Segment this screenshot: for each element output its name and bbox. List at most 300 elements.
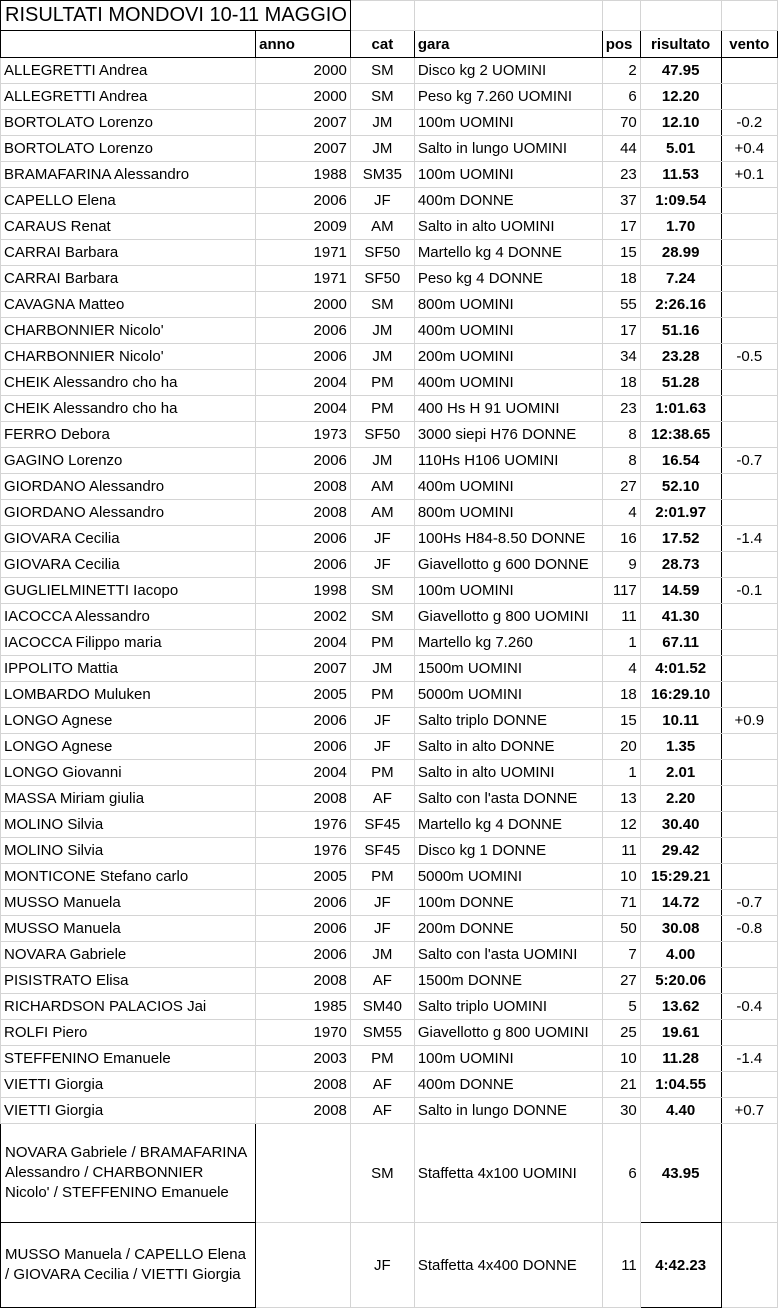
wind-cell[interactable]: -0.2 [721, 110, 777, 136]
category-cell[interactable]: AF [350, 786, 414, 812]
position-cell[interactable]: 5 [602, 994, 640, 1020]
athlete-name-cell[interactable]: NOVARA Gabriele / BRAMAFARINA Alessandro / CHARBONNIER Nicolo' / STEFFENINO Emanuele [1, 1124, 256, 1223]
wind-cell[interactable] [721, 500, 777, 526]
wind-cell[interactable] [721, 188, 777, 214]
year-cell[interactable]: 2008 [256, 1098, 351, 1124]
position-cell[interactable]: 34 [602, 344, 640, 370]
athlete-name-cell[interactable]: IPPOLITO Mattia [1, 656, 256, 682]
event-cell[interactable]: 400m DONNE [414, 1072, 602, 1098]
wind-cell[interactable] [721, 682, 777, 708]
category-cell[interactable]: PM [350, 370, 414, 396]
athlete-name-cell[interactable]: LONGO Agnese [1, 708, 256, 734]
result-cell[interactable]: 17.52 [640, 526, 721, 552]
wind-cell[interactable] [721, 266, 777, 292]
position-cell[interactable]: 27 [602, 968, 640, 994]
category-cell[interactable]: SF50 [350, 266, 414, 292]
result-cell[interactable]: 5.01 [640, 136, 721, 162]
wind-cell[interactable] [721, 84, 777, 110]
position-cell[interactable]: 16 [602, 526, 640, 552]
year-cell[interactable]: 2007 [256, 110, 351, 136]
wind-cell[interactable]: +0.9 [721, 708, 777, 734]
category-cell[interactable]: JF [350, 552, 414, 578]
position-cell[interactable]: 6 [602, 84, 640, 110]
year-cell[interactable]: 1971 [256, 266, 351, 292]
wind-cell[interactable]: -0.7 [721, 890, 777, 916]
event-cell[interactable]: Staffetta 4x400 DONNE [414, 1223, 602, 1308]
athlete-name-cell[interactable]: FERRO Debora [1, 422, 256, 448]
event-cell[interactable]: Martello kg 4 DONNE [414, 240, 602, 266]
event-cell[interactable]: Giavellotto g 600 DONNE [414, 552, 602, 578]
event-cell[interactable]: Staffetta 4x100 UOMINI [414, 1124, 602, 1223]
athlete-name-cell[interactable]: CHEIK Alessandro cho ha [1, 370, 256, 396]
result-cell[interactable]: 7.24 [640, 266, 721, 292]
category-cell[interactable]: JF [350, 916, 414, 942]
position-cell[interactable]: 17 [602, 318, 640, 344]
year-cell[interactable]: 1985 [256, 994, 351, 1020]
position-cell[interactable]: 18 [602, 266, 640, 292]
athlete-name-cell[interactable]: LONGO Giovanni [1, 760, 256, 786]
position-cell[interactable]: 23 [602, 162, 640, 188]
year-cell[interactable]: 2007 [256, 136, 351, 162]
result-cell[interactable]: 4:01.52 [640, 656, 721, 682]
result-cell[interactable]: 1.70 [640, 214, 721, 240]
position-cell[interactable]: 1 [602, 760, 640, 786]
year-cell[interactable]: 1976 [256, 838, 351, 864]
athlete-name-cell[interactable]: MONTICONE Stefano carlo [1, 864, 256, 890]
event-cell[interactable]: 100m UOMINI [414, 1046, 602, 1072]
position-cell[interactable]: 25 [602, 1020, 640, 1046]
year-cell[interactable]: 2000 [256, 58, 351, 84]
position-cell[interactable]: 44 [602, 136, 640, 162]
year-cell[interactable]: 2000 [256, 292, 351, 318]
year-cell[interactable] [256, 1124, 351, 1223]
result-cell[interactable]: 12.20 [640, 84, 721, 110]
category-cell[interactable]: SM [350, 578, 414, 604]
athlete-name-cell[interactable]: BORTOLATO Lorenzo [1, 136, 256, 162]
athlete-name-cell[interactable]: MOLINO Silvia [1, 838, 256, 864]
position-cell[interactable]: 37 [602, 188, 640, 214]
result-cell[interactable]: 2.01 [640, 760, 721, 786]
category-cell[interactable]: AF [350, 968, 414, 994]
athlete-name-cell[interactable]: MOLINO Silvia [1, 812, 256, 838]
athlete-name-cell[interactable]: CHARBONNIER Nicolo' [1, 344, 256, 370]
athlete-name-cell[interactable]: BORTOLATO Lorenzo [1, 110, 256, 136]
position-cell[interactable]: 21 [602, 1072, 640, 1098]
athlete-name-cell[interactable]: ROLFI Piero [1, 1020, 256, 1046]
event-cell[interactable]: 400m UOMINI [414, 370, 602, 396]
year-cell[interactable]: 2006 [256, 916, 351, 942]
year-cell[interactable]: 1970 [256, 1020, 351, 1046]
athlete-name-cell[interactable]: STEFFENINO Emanuele [1, 1046, 256, 1072]
year-cell[interactable]: 2006 [256, 734, 351, 760]
wind-cell[interactable]: -0.8 [721, 916, 777, 942]
event-cell[interactable]: 400m UOMINI [414, 474, 602, 500]
result-cell[interactable]: 11.28 [640, 1046, 721, 1072]
wind-cell[interactable] [721, 760, 777, 786]
result-cell[interactable]: 4:42.23 [640, 1223, 721, 1308]
category-cell[interactable]: AF [350, 1098, 414, 1124]
position-cell[interactable]: 30 [602, 1098, 640, 1124]
category-cell[interactable]: SM [350, 1124, 414, 1223]
empty-cell[interactable] [350, 1, 414, 31]
position-cell[interactable]: 4 [602, 656, 640, 682]
year-cell[interactable]: 2000 [256, 84, 351, 110]
year-cell[interactable]: 2006 [256, 526, 351, 552]
category-cell[interactable]: PM [350, 630, 414, 656]
year-cell[interactable]: 1988 [256, 162, 351, 188]
wind-cell[interactable] [721, 1072, 777, 1098]
position-cell[interactable]: 1 [602, 630, 640, 656]
category-cell[interactable]: AM [350, 474, 414, 500]
event-cell[interactable]: 400 Hs H 91 UOMINI [414, 396, 602, 422]
position-cell[interactable]: 4 [602, 500, 640, 526]
year-cell[interactable]: 2008 [256, 474, 351, 500]
result-cell[interactable]: 52.10 [640, 474, 721, 500]
position-cell[interactable]: 17 [602, 214, 640, 240]
event-cell[interactable]: Giavellotto g 800 UOMINI [414, 1020, 602, 1046]
result-cell[interactable]: 16:29.10 [640, 682, 721, 708]
position-cell[interactable]: 11 [602, 838, 640, 864]
result-cell[interactable]: 28.99 [640, 240, 721, 266]
athlete-name-cell[interactable]: GIOVARA Cecilia [1, 526, 256, 552]
event-cell[interactable]: Salto in lungo DONNE [414, 1098, 602, 1124]
category-cell[interactable]: AM [350, 500, 414, 526]
result-cell[interactable]: 1:04.55 [640, 1072, 721, 1098]
result-cell[interactable]: 47.95 [640, 58, 721, 84]
event-cell[interactable]: Salto triplo DONNE [414, 708, 602, 734]
result-cell[interactable]: 14.72 [640, 890, 721, 916]
wind-cell[interactable] [721, 214, 777, 240]
event-cell[interactable]: Peso kg 7.260 UOMINI [414, 84, 602, 110]
year-cell[interactable]: 2008 [256, 1072, 351, 1098]
header-pos[interactable]: pos [602, 31, 640, 58]
year-cell[interactable]: 2008 [256, 786, 351, 812]
result-cell[interactable]: 30.08 [640, 916, 721, 942]
position-cell[interactable]: 10 [602, 864, 640, 890]
athlete-name-cell[interactable]: CARRAI Barbara [1, 266, 256, 292]
result-cell[interactable]: 29.42 [640, 838, 721, 864]
header-cat[interactable]: cat [350, 31, 414, 58]
result-cell[interactable]: 14.59 [640, 578, 721, 604]
position-cell[interactable]: 18 [602, 682, 640, 708]
category-cell[interactable]: PM [350, 396, 414, 422]
empty-cell[interactable] [640, 1, 721, 31]
athlete-name-cell[interactable]: ALLEGRETTI Andrea [1, 84, 256, 110]
category-cell[interactable]: SM35 [350, 162, 414, 188]
category-cell[interactable]: JM [350, 656, 414, 682]
wind-cell[interactable] [721, 396, 777, 422]
year-cell[interactable]: 2004 [256, 760, 351, 786]
wind-cell[interactable] [721, 318, 777, 344]
category-cell[interactable]: SM40 [350, 994, 414, 1020]
category-cell[interactable]: JM [350, 110, 414, 136]
result-cell[interactable]: 2:01.97 [640, 500, 721, 526]
athlete-name-cell[interactable]: GAGINO Lorenzo [1, 448, 256, 474]
event-cell[interactable]: 100m DONNE [414, 890, 602, 916]
category-cell[interactable]: SM [350, 58, 414, 84]
wind-cell[interactable] [721, 292, 777, 318]
wind-cell[interactable] [721, 786, 777, 812]
event-cell[interactable]: Martello kg 4 DONNE [414, 812, 602, 838]
event-cell[interactable]: Disco kg 1 DONNE [414, 838, 602, 864]
event-cell[interactable]: 800m UOMINI [414, 292, 602, 318]
year-cell[interactable]: 1998 [256, 578, 351, 604]
wind-cell[interactable]: +0.1 [721, 162, 777, 188]
athlete-name-cell[interactable]: GIORDANO Alessandro [1, 474, 256, 500]
category-cell[interactable]: AF [350, 1072, 414, 1098]
year-cell[interactable]: 2007 [256, 656, 351, 682]
year-cell[interactable]: 2005 [256, 682, 351, 708]
year-cell[interactable]: 2006 [256, 708, 351, 734]
position-cell[interactable]: 7 [602, 942, 640, 968]
wind-cell[interactable] [721, 370, 777, 396]
year-cell[interactable]: 2006 [256, 318, 351, 344]
result-cell[interactable]: 5:20.06 [640, 968, 721, 994]
category-cell[interactable]: JF [350, 890, 414, 916]
event-cell[interactable]: Martello kg 7.260 [414, 630, 602, 656]
wind-cell[interactable] [721, 864, 777, 890]
empty-cell[interactable] [414, 1, 602, 31]
year-cell[interactable]: 2008 [256, 500, 351, 526]
category-cell[interactable]: SM [350, 604, 414, 630]
event-cell[interactable]: 400m UOMINI [414, 318, 602, 344]
event-cell[interactable]: 5000m UOMINI [414, 682, 602, 708]
category-cell[interactable]: SF45 [350, 812, 414, 838]
year-cell[interactable]: 2006 [256, 552, 351, 578]
position-cell[interactable]: 10 [602, 1046, 640, 1072]
event-cell[interactable]: Giavellotto g 800 UOMINI [414, 604, 602, 630]
athlete-name-cell[interactable]: CHEIK Alessandro cho ha [1, 396, 256, 422]
result-cell[interactable]: 67.11 [640, 630, 721, 656]
category-cell[interactable]: JM [350, 344, 414, 370]
year-cell[interactable]: 2006 [256, 890, 351, 916]
year-cell[interactable]: 2004 [256, 396, 351, 422]
athlete-name-cell[interactable]: LONGO Agnese [1, 734, 256, 760]
category-cell[interactable]: SF45 [350, 838, 414, 864]
wind-cell[interactable]: -0.5 [721, 344, 777, 370]
wind-cell[interactable]: -1.4 [721, 526, 777, 552]
position-cell[interactable]: 23 [602, 396, 640, 422]
wind-cell[interactable] [721, 422, 777, 448]
year-cell[interactable]: 2008 [256, 968, 351, 994]
wind-cell[interactable] [721, 942, 777, 968]
result-cell[interactable]: 1.35 [640, 734, 721, 760]
position-cell[interactable]: 8 [602, 448, 640, 474]
event-cell[interactable]: Peso kg 4 DONNE [414, 266, 602, 292]
header-risultato[interactable]: risultato [640, 31, 721, 58]
athlete-name-cell[interactable]: GIORDANO Alessandro [1, 500, 256, 526]
wind-cell[interactable] [721, 604, 777, 630]
event-cell[interactable]: 100Hs H84-8.50 DONNE [414, 526, 602, 552]
wind-cell[interactable] [721, 838, 777, 864]
wind-cell[interactable]: -1.4 [721, 1046, 777, 1072]
result-cell[interactable]: 2.20 [640, 786, 721, 812]
athlete-name-cell[interactable]: IACOCCA Filippo maria [1, 630, 256, 656]
category-cell[interactable]: JM [350, 448, 414, 474]
event-cell[interactable]: 5000m UOMINI [414, 864, 602, 890]
result-cell[interactable]: 28.73 [640, 552, 721, 578]
category-cell[interactable]: PM [350, 864, 414, 890]
athlete-name-cell[interactable]: CHARBONNIER Nicolo' [1, 318, 256, 344]
empty-cell[interactable] [721, 1, 777, 31]
result-cell[interactable]: 12.10 [640, 110, 721, 136]
year-cell[interactable]: 1976 [256, 812, 351, 838]
category-cell[interactable]: JM [350, 318, 414, 344]
athlete-name-cell[interactable]: CAVAGNA Matteo [1, 292, 256, 318]
year-cell[interactable]: 2004 [256, 630, 351, 656]
wind-cell[interactable]: +0.4 [721, 136, 777, 162]
result-cell[interactable]: 30.40 [640, 812, 721, 838]
year-cell[interactable]: 2006 [256, 448, 351, 474]
year-cell[interactable]: 2005 [256, 864, 351, 890]
year-cell[interactable]: 2006 [256, 188, 351, 214]
result-cell[interactable]: 12:38.65 [640, 422, 721, 448]
result-cell[interactable]: 19.61 [640, 1020, 721, 1046]
athlete-name-cell[interactable]: ALLEGRETTI Andrea [1, 58, 256, 84]
position-cell[interactable]: 20 [602, 734, 640, 760]
result-cell[interactable]: 2:26.16 [640, 292, 721, 318]
event-cell[interactable]: Salto in alto UOMINI [414, 760, 602, 786]
category-cell[interactable]: SM [350, 292, 414, 318]
result-cell[interactable]: 13.62 [640, 994, 721, 1020]
header-vento[interactable]: vento [721, 31, 777, 58]
event-cell[interactable]: 110Hs H106 UOMINI [414, 448, 602, 474]
category-cell[interactable]: JF [350, 734, 414, 760]
athlete-name-cell[interactable]: CAPELLO Elena [1, 188, 256, 214]
year-cell[interactable] [256, 1223, 351, 1308]
athlete-name-cell[interactable]: MUSSO Manuela [1, 916, 256, 942]
position-cell[interactable]: 71 [602, 890, 640, 916]
category-cell[interactable]: PM [350, 760, 414, 786]
result-cell[interactable]: 23.28 [640, 344, 721, 370]
empty-cell[interactable] [602, 1, 640, 31]
athlete-name-cell[interactable]: MUSSO Manuela [1, 890, 256, 916]
event-cell[interactable]: Salto in lungo UOMINI [414, 136, 602, 162]
result-cell[interactable]: 51.28 [640, 370, 721, 396]
position-cell[interactable]: 18 [602, 370, 640, 396]
result-cell[interactable]: 4.40 [640, 1098, 721, 1124]
wind-cell[interactable] [721, 552, 777, 578]
category-cell[interactable]: SF50 [350, 240, 414, 266]
header-name[interactable] [1, 31, 256, 58]
athlete-name-cell[interactable]: VIETTI Giorgia [1, 1098, 256, 1124]
result-cell[interactable]: 1:09.54 [640, 188, 721, 214]
event-cell[interactable]: 1500m DONNE [414, 968, 602, 994]
year-cell[interactable]: 1973 [256, 422, 351, 448]
athlete-name-cell[interactable]: GUGLIELMINETTI Iacopo [1, 578, 256, 604]
position-cell[interactable]: 8 [602, 422, 640, 448]
header-anno[interactable]: anno [256, 31, 351, 58]
category-cell[interactable]: SM55 [350, 1020, 414, 1046]
athlete-name-cell[interactable]: CARRAI Barbara [1, 240, 256, 266]
athlete-name-cell[interactable]: IACOCCA Alessandro [1, 604, 256, 630]
position-cell[interactable]: 11 [602, 1223, 640, 1308]
wind-cell[interactable]: -0.4 [721, 994, 777, 1020]
wind-cell[interactable] [721, 58, 777, 84]
event-cell[interactable]: 1500m UOMINI [414, 656, 602, 682]
category-cell[interactable]: JF [350, 708, 414, 734]
result-cell[interactable]: 51.16 [640, 318, 721, 344]
year-cell[interactable]: 2006 [256, 942, 351, 968]
position-cell[interactable]: 15 [602, 240, 640, 266]
wind-cell[interactable] [721, 968, 777, 994]
event-cell[interactable]: Disco kg 2 UOMINI [414, 58, 602, 84]
event-cell[interactable]: Salto con l'asta DONNE [414, 786, 602, 812]
athlete-name-cell[interactable]: GIOVARA Cecilia [1, 552, 256, 578]
wind-cell[interactable]: -0.7 [721, 448, 777, 474]
athlete-name-cell[interactable]: VIETTI Giorgia [1, 1072, 256, 1098]
position-cell[interactable]: 9 [602, 552, 640, 578]
event-cell[interactable]: Salto in alto UOMINI [414, 214, 602, 240]
result-cell[interactable]: 11.53 [640, 162, 721, 188]
year-cell[interactable]: 2006 [256, 344, 351, 370]
athlete-name-cell[interactable]: MUSSO Manuela / CAPELLO Elena / GIOVARA Cecilia / VIETTI Giorgia [1, 1223, 256, 1308]
result-cell[interactable]: 41.30 [640, 604, 721, 630]
event-cell[interactable]: Salto con l'asta UOMINI [414, 942, 602, 968]
year-cell[interactable]: 2009 [256, 214, 351, 240]
event-cell[interactable]: 100m UOMINI [414, 578, 602, 604]
header-gara[interactable]: gara [414, 31, 602, 58]
year-cell[interactable]: 2004 [256, 370, 351, 396]
position-cell[interactable]: 11 [602, 604, 640, 630]
position-cell[interactable]: 6 [602, 1124, 640, 1223]
wind-cell[interactable] [721, 734, 777, 760]
event-cell[interactable]: 100m UOMINI [414, 162, 602, 188]
category-cell[interactable]: JM [350, 136, 414, 162]
wind-cell[interactable] [721, 1124, 777, 1223]
athlete-name-cell[interactable]: BRAMAFARINA Alessandro [1, 162, 256, 188]
wind-cell[interactable] [721, 1223, 777, 1308]
event-cell[interactable]: 400m DONNE [414, 188, 602, 214]
position-cell[interactable]: 117 [602, 578, 640, 604]
event-cell[interactable]: 100m UOMINI [414, 110, 602, 136]
wind-cell[interactable] [721, 812, 777, 838]
result-cell[interactable]: 1:01.63 [640, 396, 721, 422]
wind-cell[interactable] [721, 474, 777, 500]
category-cell[interactable]: JF [350, 1223, 414, 1308]
wind-cell[interactable]: +0.7 [721, 1098, 777, 1124]
athlete-name-cell[interactable]: RICHARDSON PALACIOS Jai [1, 994, 256, 1020]
position-cell[interactable]: 70 [602, 110, 640, 136]
position-cell[interactable]: 12 [602, 812, 640, 838]
year-cell[interactable]: 1971 [256, 240, 351, 266]
position-cell[interactable]: 15 [602, 708, 640, 734]
year-cell[interactable]: 2002 [256, 604, 351, 630]
athlete-name-cell[interactable]: MASSA Miriam giulia [1, 786, 256, 812]
category-cell[interactable]: JM [350, 942, 414, 968]
athlete-name-cell[interactable]: NOVARA Gabriele [1, 942, 256, 968]
year-cell[interactable]: 2003 [256, 1046, 351, 1072]
athlete-name-cell[interactable]: LOMBARDO Muluken [1, 682, 256, 708]
result-cell[interactable]: 10.11 [640, 708, 721, 734]
position-cell[interactable]: 55 [602, 292, 640, 318]
wind-cell[interactable] [721, 630, 777, 656]
category-cell[interactable]: PM [350, 1046, 414, 1072]
category-cell[interactable]: SM [350, 84, 414, 110]
category-cell[interactable]: AM [350, 214, 414, 240]
wind-cell[interactable] [721, 656, 777, 682]
event-cell[interactable]: Salto triplo UOMINI [414, 994, 602, 1020]
category-cell[interactable]: PM [350, 682, 414, 708]
athlete-name-cell[interactable]: CARAUS Renat [1, 214, 256, 240]
result-cell[interactable]: 15:29.21 [640, 864, 721, 890]
event-cell[interactable]: 3000 siepi H76 DONNE [414, 422, 602, 448]
wind-cell[interactable]: -0.1 [721, 578, 777, 604]
event-cell[interactable]: 200m UOMINI [414, 344, 602, 370]
athlete-name-cell[interactable]: PISISTRATO Elisa [1, 968, 256, 994]
position-cell[interactable]: 27 [602, 474, 640, 500]
result-cell[interactable]: 43.95 [640, 1124, 721, 1223]
